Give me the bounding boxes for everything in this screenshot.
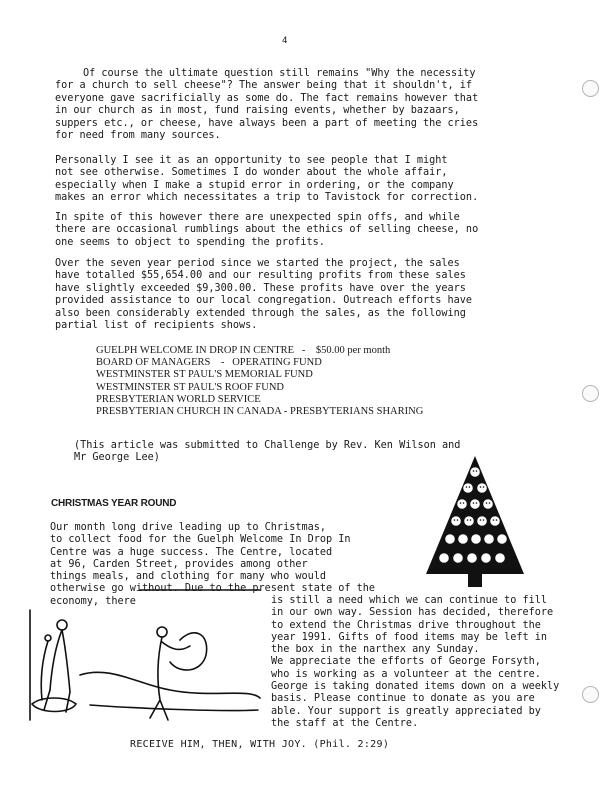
footer-scripture: RECEIVE HIM, THEN, WITH JOY. (Phil. 2:29) — [130, 739, 390, 750]
figures-carrying-gifts-illustration — [20, 580, 265, 730]
paragraph-spin-offs: In spite of this however there are unexpected spin offs, and while there are occasional rumblings about the ethics of selling cheese, no one seems to object to spending the profits. — [55, 212, 479, 248]
recipient-list — [96, 345, 423, 418]
paragraph-cheese-question: Of course the ultimate question still remains "Why the necessity for a church to sell cheese"? The answer being that it shouldn't, if everyone gave sacrificially as some do. The fact remains however that in our church as in most, fund raising events, whether by bazaars, suppers etc., or cheese, have always been a part of meeting the cries for need from many sources. — [55, 68, 479, 142]
recipient-item: BOARD OF MANAGERS - OPERATING FUND — [96, 357, 322, 369]
binder-hole — [582, 385, 599, 402]
section-title: CHRISTMAS YEAR ROUND — [51, 498, 177, 509]
recipient-item: GUELPH WELCOME IN DROP IN CENTRE - $50.00 per month — [96, 345, 391, 356]
paragraph-opportunity: Personally I see it as an opportunity to see people that I might not see otherwise. Sometimes I do wonder about the whole affair, especially when I make a stupid error in ordering, or the company makes an error which necessitates a trip to Tavistock for correction. — [55, 155, 479, 204]
christmas-paragraph-intro: Our month long drive leading up to Christmas, to collect food for the Guelph Welcome In Drop In Centre was a huge success. The Centre, located at 96, Carden Street, provides among other things meals, and clothing for many who would otherwise go without. Due to the present state of the economy, there — [50, 522, 376, 607]
binder-hole — [582, 686, 599, 703]
paragraph-sales-totals: Over the seven year period since we started the project, the sales have totalled $55,654.00 and our resulting profits from these sales have slightly exceeded $9,300.00. These profits have over the years provided assistance to our local congregation. Outreach efforts have also been considerably extended through the sales, as the following partial list of recipients shows. — [55, 258, 473, 332]
recipient-item: PRESBYTERIAN CHURCH IN CANADA - PRESBYTERIANS SHARING — [96, 406, 424, 418]
christmas-paragraph-continued: is still a need which we can continue to fill in our own way. Session has decided, therefore to extend the Christmas drive throughout the year 1991. Gifts of food items may be left in the box in the narthex any Sunday. We appreciate the efforts of George Forsyth, who is working as a volunteer at the centre. George is taking donated items down on a weekly basis. Please continue to donate as you are able. Your support is greatly appreciated by the staff at the Centre. — [271, 595, 560, 729]
page-number: 4 — [282, 36, 288, 46]
recipient-item: WESTMINSTER ST PAUL'S ROOF FUND — [96, 381, 285, 393]
article-attribution: (This article was submitted to Challenge by Rev. Ken Wilson and Mr George Lee) — [74, 440, 461, 464]
christmas-tree-illustration — [420, 448, 530, 593]
binder-hole — [582, 80, 599, 97]
recipient-item: WESTMINSTER ST PAUL'S MEMORIAL FUND — [96, 369, 313, 381]
recipient-item: PRESBYTERIAN WORLD SERVICE — [96, 393, 261, 405]
